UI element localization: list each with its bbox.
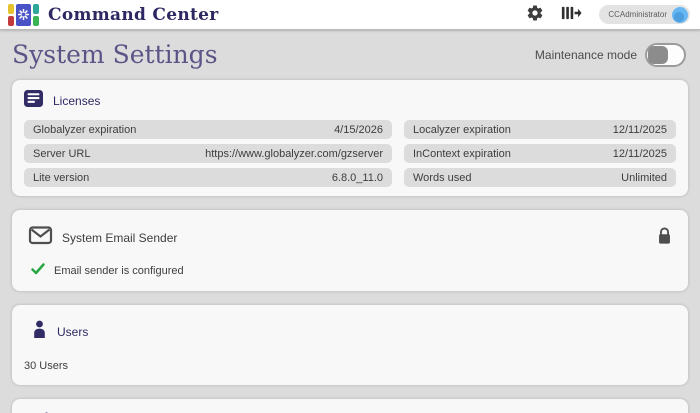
- logo-pinwheel-icon: [16, 4, 31, 26]
- logo-tile-teal: [33, 4, 39, 14]
- licenses-card-title: Licenses: [53, 94, 101, 108]
- license-row-words-used: [404, 168, 676, 187]
- logo-tile-red: [8, 16, 14, 26]
- licenses-grid: [24, 120, 676, 187]
- licenses-card[interactable]: [12, 80, 688, 196]
- gear-icon: [526, 4, 544, 25]
- app-bar-actions: [526, 4, 690, 25]
- license-row-label: Localyzer expiration: [413, 123, 511, 136]
- license-row-incontext-expiration: [404, 144, 676, 163]
- page-title: System Settings: [12, 40, 218, 69]
- license-row-server-url: [24, 144, 392, 163]
- email-status-text: Email sender is configured: [54, 264, 184, 277]
- email-card-title: System Email Sender: [62, 230, 178, 245]
- maintenance-mode-toggle[interactable]: [645, 43, 686, 67]
- page-heading-row: [0, 30, 700, 80]
- email-status: [28, 263, 672, 278]
- lock-icon: [657, 226, 672, 250]
- toggle-knob: [648, 46, 668, 64]
- license-row-label: Words used: [413, 171, 472, 184]
- document-list-icon: [24, 90, 43, 112]
- logo-tile-green: [33, 16, 39, 26]
- sign-out-button[interactable]: [561, 4, 582, 25]
- settings-button[interactable]: [526, 4, 544, 25]
- user-badge[interactable]: [599, 5, 690, 24]
- license-row-value: 6.8.0_11.0: [331, 171, 383, 184]
- app-logo-icon: [8, 4, 39, 26]
- license-row-label: Globalyzer expiration: [33, 123, 137, 136]
- license-row-localyzer-expiration: [404, 120, 676, 139]
- license-row-value: 12/11/2025: [612, 147, 667, 160]
- license-row-value: https://www.globalyzer.com/gzserver: [205, 147, 383, 160]
- license-row-globalyzer-expiration: [24, 120, 392, 139]
- users-card-title: Users: [57, 325, 89, 339]
- users-count: 30 Users: [24, 360, 69, 372]
- check-icon: [31, 263, 45, 278]
- app-bar: [0, 0, 700, 30]
- maintenance-mode-control: [535, 43, 686, 67]
- license-row-value: Unlimited: [621, 171, 667, 184]
- app-title: Command Center: [48, 4, 219, 25]
- license-row-label: Lite version: [33, 171, 90, 184]
- user-avatar: [672, 7, 688, 23]
- license-row-label: InContext expiration: [413, 147, 511, 160]
- email-card-header: [28, 225, 672, 250]
- licenses-card-header: [24, 90, 676, 112]
- logo-tile-yellow: [8, 4, 14, 14]
- email-sender-card[interactable]: [12, 210, 688, 291]
- maintenance-mode-label: Maintenance mode: [534, 47, 637, 62]
- license-row-lite-version: [24, 168, 392, 187]
- license-row-label: Server URL: [33, 147, 91, 160]
- person-icon: [32, 320, 47, 344]
- envelope-icon: [28, 225, 53, 250]
- partial-bottom-card[interactable]: [12, 399, 688, 413]
- license-row-value: 12/11/2025: [612, 123, 667, 136]
- license-row-value: 4/15/2026: [334, 123, 383, 136]
- users-card-header: [28, 320, 672, 344]
- sign-out-icon: [561, 4, 582, 25]
- users-card[interactable]: [12, 305, 688, 385]
- user-badge-label: CCAdministrator: [608, 10, 667, 19]
